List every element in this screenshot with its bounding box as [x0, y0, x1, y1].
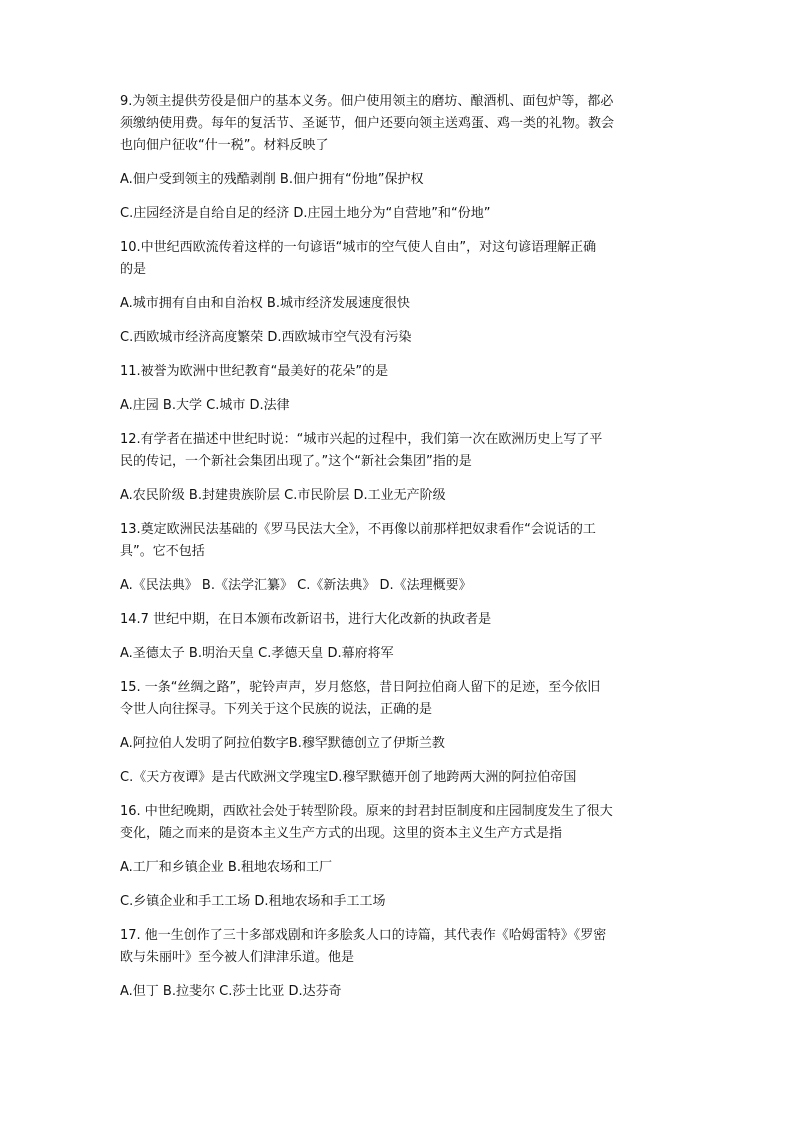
question-stem	[120, 429, 680, 473]
question-stem	[120, 801, 680, 845]
option-text: A.农民阶级 B.封建贵族阶层 C.市民阶层 D.工业无产阶级	[120, 488, 446, 503]
stem-line: 也向佃户征收“什一税”。材料反映了	[120, 138, 329, 153]
stem-line: 11.被誉为欧洲中世纪教育“最美好的花朵”的是	[120, 364, 389, 379]
option-line	[120, 643, 680, 665]
option-line	[120, 485, 680, 507]
option-text: A.佃户受到领主的残酷剥削 B.佃户拥有“份地”保护权	[120, 172, 424, 187]
option-line	[120, 203, 680, 225]
stem-line: 民的传记，一个新社会集团出现了。”这个“新社会集团”指的是	[120, 454, 472, 469]
stem-line: 须缴纳使用费。每年的复活节、圣诞节，佃户还要向领主送鸡蛋、鸡一类的礼物。教会	[120, 116, 615, 131]
option-text: A.城市拥有自由和自治权 B.城市经济发展速度很快	[120, 296, 410, 311]
question-10	[120, 237, 680, 349]
stem-line: 13.奠定欧洲民法基础的《罗马民法大全》，不再像以前那样把奴隶看作“会说话的工	[120, 522, 596, 537]
stem-line: 16. 中世纪晚期，西欧社会处于转型阶段。原来的封君封臣制度和庄园制度发生了很大	[120, 804, 613, 819]
stem-line: 17. 他一生创作了三十多部戏剧和许多脍炙人口的诗篇，其代表作《哈姆雷特》《罗密	[120, 928, 607, 943]
stem-line: 14.7 世纪中期，在日本颁布改新诏书，进行大化改新的执政者是	[120, 612, 492, 627]
stem-line: 变化，随之而来的是资本主义生产方式的出现。这里的资本主义生产方式是指	[120, 826, 563, 841]
stem-line: 9.为领主提供劳役是佃户的基本义务。佃户使用领主的磨坊、酿酒机、面包炉等，都必	[120, 94, 614, 109]
option-text: C.乡镇企业和手工工场 D.租地农场和手工工场	[120, 894, 386, 909]
option-line	[120, 327, 680, 349]
question-12	[120, 429, 680, 507]
option-text: A.阿拉伯人发明了阿拉伯数字B.穆罕默德创立了伊斯兰教	[120, 736, 445, 751]
option-text: A.庄园 B.大学 C.城市 D.法律	[120, 398, 290, 413]
option-text: A.但丁 B.拉斐尔 C.莎士比亚 D.达芬奇	[120, 984, 342, 999]
question-stem	[120, 519, 680, 563]
stem-line: 12.有学者在描述中世纪时说：“城市兴起的过程中，我们第一次在欧洲历史上写了平	[120, 432, 603, 447]
option-line	[120, 169, 680, 191]
option-line	[120, 857, 680, 879]
option-text: C.西欧城市经济高度繁荣 D.西欧城市空气没有污染	[120, 330, 412, 345]
question-stem	[120, 361, 680, 383]
option-text: C.庄园经济是自给自足的经济 D.庄园土地分为“自营地”和“份地”	[120, 206, 491, 221]
question-13	[120, 519, 680, 597]
option-text: C.《天方夜谭》是古代欧洲文学瑰宝D.穆罕默德开创了地跨两大洲的阿拉伯帝国	[120, 770, 577, 785]
question-9	[120, 91, 680, 225]
stem-line: 欧与朱丽叶》至今被人们津津乐道。他是	[120, 950, 355, 965]
option-line	[120, 981, 680, 1003]
stem-line: 令世人向往探寻。下列关于这个民族的说法，正确的是	[120, 702, 433, 717]
stem-line: 具”。它不包括	[120, 544, 205, 559]
stem-line: 15. 一条“丝绸之路”，驼铃声声，岁月悠悠，昔日阿拉伯商人留下的足迹，至今依旧	[120, 680, 601, 695]
option-text: A.《民法典》 B.《法学汇纂》 C.《新法典》 D.《法理概要》	[120, 578, 472, 593]
question-stem	[120, 677, 680, 721]
stem-line: 的是	[120, 262, 147, 277]
stem-line: 10.中世纪西欧流传着这样的一句谚语“城市的空气使人自由”，对这句谚语理解正确	[120, 240, 597, 255]
question-stem	[120, 609, 680, 631]
option-line	[120, 733, 680, 755]
question-14	[120, 609, 680, 665]
question-stem	[120, 925, 680, 969]
option-line	[120, 293, 680, 315]
question-11	[120, 361, 680, 417]
question-stem	[120, 91, 680, 157]
option-line	[120, 395, 680, 417]
exam-page	[120, 91, 680, 1003]
question-stem	[120, 237, 680, 281]
option-line	[120, 767, 680, 789]
option-text: A.圣德太子 B.明治天皇 C.孝德天皇 D.幕府将军	[120, 646, 394, 661]
question-15	[120, 677, 680, 789]
option-text: A.工厂和乡镇企业 B.租地农场和工厂	[120, 860, 332, 875]
question-16	[120, 801, 680, 913]
question-17	[120, 925, 680, 1003]
option-line	[120, 575, 680, 597]
option-line	[120, 891, 680, 913]
